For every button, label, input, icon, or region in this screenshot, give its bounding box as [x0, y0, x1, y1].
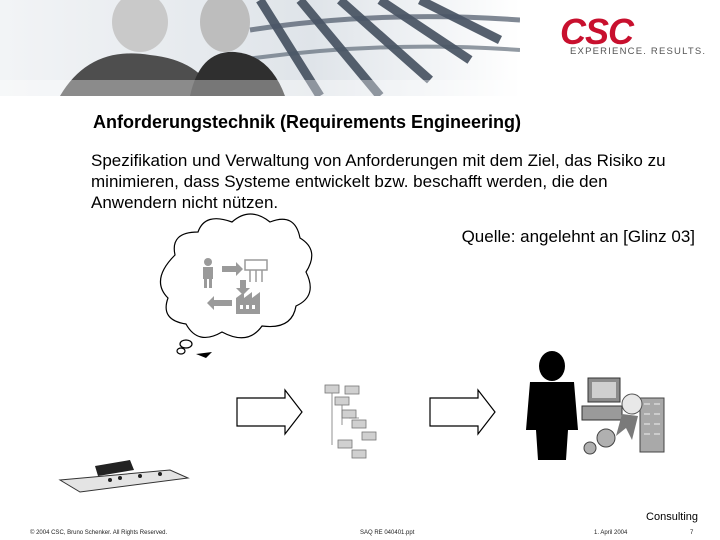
footer-copyright: © 2004 CSC, Bruno Schenker. All Rights Reserved.	[30, 530, 168, 536]
slide-title: Anforderungstechnik (Requirements Engineering)	[93, 112, 522, 132]
footer-page-number: 7	[690, 530, 694, 536]
user-icon	[526, 351, 578, 460]
logo-wordmark: CSC	[560, 14, 634, 48]
footer-filename: SAQ RE 040401.ppt	[360, 530, 415, 536]
thought-cloud	[160, 214, 311, 354]
process-arrow-icon-2	[430, 390, 495, 434]
computer-system-icon	[582, 378, 664, 454]
document-diagram-icon	[325, 385, 376, 458]
consulting-label: Consulting	[646, 511, 698, 523]
person-silhouette-icon	[196, 352, 212, 358]
footer-date: 1. April 2004	[594, 530, 628, 536]
logo-tagline: EXPERIENCE. RESULTS.	[570, 46, 707, 57]
source-citation: Quelle: angelehnt an [Glinz 03]	[461, 227, 695, 246]
definition-text: Spezifikation und Verwaltung von Anforderungen mit dem Ziel, das Risiko zu minimieren, dass Systeme entwickelt bzw. beschafft werden, die den Anwendern nicht nützen.	[91, 151, 666, 212]
telephone-icon	[60, 460, 188, 492]
process-arrow-icon	[237, 390, 302, 434]
